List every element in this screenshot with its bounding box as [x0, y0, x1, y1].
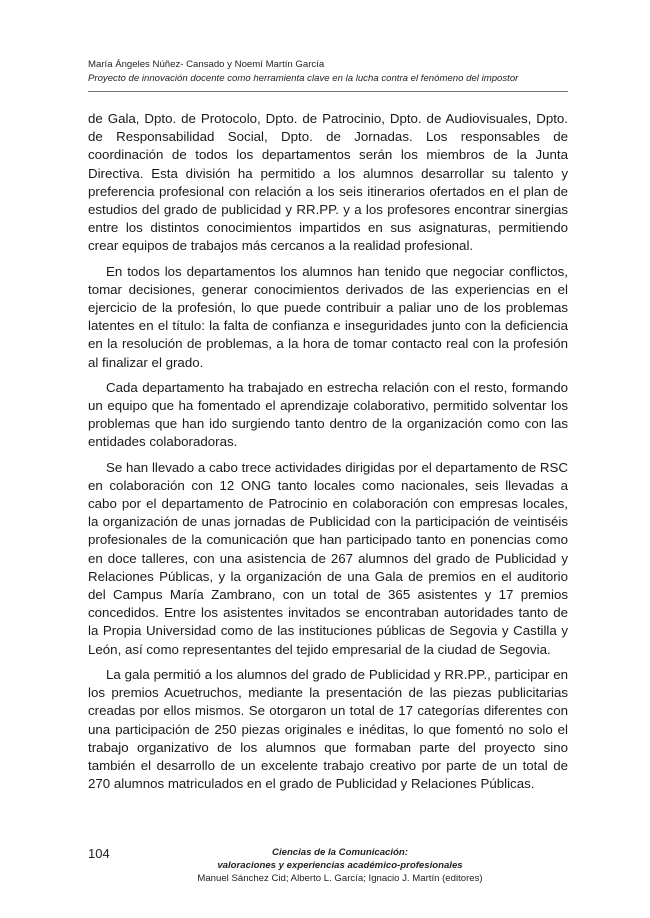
footer-editors: Manuel Sánchez Cid; Alberto L. García; Ignacio J. Martín (editores) [197, 873, 483, 884]
paragraph-5: La gala permitió a los alumnos del grado de Publicidad y RR.PP., participar en los premios Acuetruchos, mediante la presentación de las piezas publicitarias creadas por ellos mismos. Se otorgaron un total de 17 categorías diferentes con una participación de 250 piezas originales e inéditas, lo que fomentó no solo el trabajo organizativo de los alumnos que formaban parte del proyecto sino también el desarrollo de un excelente trabajo creativo por parte de un total de 270 alumnos matriculados en el grado de Publicidad y Relaciones Públicas. [88, 666, 568, 792]
paragraph-2: En todos los departamentos los alumnos han tenido que negociar conflictos, tomar decisiones, generar conocimientos derivados de las experiencias en el ejercicio de la profesión, lo que puede contribuir a paliar uno de los problemas latentes en el título: la falta de confianza e inseguridades junto con la deficiencia en la resolución de problemas, a la hora de tomar contacto real con la profesión al finalizar el grado. [88, 263, 568, 370]
footer-book-subtitle: valoraciones y experiencias académico-profesionales [217, 860, 463, 871]
header-divider [88, 91, 568, 92]
paragraph-1: de Gala, Dpto. de Protocolo, Dpto. de Patrocinio, Dpto. de Audiovisuales, Dpto. de Responsabilidad Social, Dpto. de Jornadas. Los responsables de coordinación de todos los departamentos serán los miembros de la Junta Directiva. Esta división ha permitido a los alumnos desarrollar su talento y preferencia profesional con relación a los seis itinerarios ofertados en el plan de estudios del grado de publicidad y RR.PP. y a los profesores encontrar sinergias entre los distintos conocimientos impartidos en sus asignaturas, permitiendo crear equipos de trabajos más cercanos a la realidad profesional. [88, 111, 568, 254]
header-authors: María Ángeles Núñez- Cansado y Noemí Martín García [88, 59, 325, 70]
running-footer [150, 846, 530, 885]
running-header [88, 58, 568, 85]
footer-book-title: Ciencias de la Comunicación: [272, 847, 408, 858]
paragraph-4: Se han llevado a cabo trece actividades dirigidas por el departamento de RSC en colaboración con 12 ONG tanto locales como nacionales, seis llevadas a cabo por el departamento de Patrocinio en colaboración con empresas locales, la organización de unas jornadas de Publicidad con la participación de veintiséis profesionales de la comunicación que han participado tanto en ponencias como en doce talleres, con una asistencia de 267 alumnos del grado de Publicidad y Relaciones Públicas, y la organización de una Gala de premios en el auditorio del Campus María Zambrano, con un total de 365 asistentes y 17 premios concedidos. Entre los asistentes invitados se encontraban autoridades tanto de la Propia Universidad como de las instituciones públicas de Segovia y Castilla y León, así como representantes del tejido empresarial de la ciudad de Segovia. [88, 459, 568, 657]
page-number: 104 [88, 846, 110, 861]
header-subtitle: Proyecto de innovación docente como herramienta clave en la lucha contra el fenómeno del impostor [88, 72, 519, 84]
main-text [88, 110, 568, 800]
paragraph-3: Cada departamento ha trabajado en estrecha relación con el resto, formando un equipo que ha fomentado el aprendizaje colaborativo, permitido solventar los problemas que han ido surgiendo tanto dentro de la organización como con las entidades colaboradoras. [88, 379, 568, 450]
